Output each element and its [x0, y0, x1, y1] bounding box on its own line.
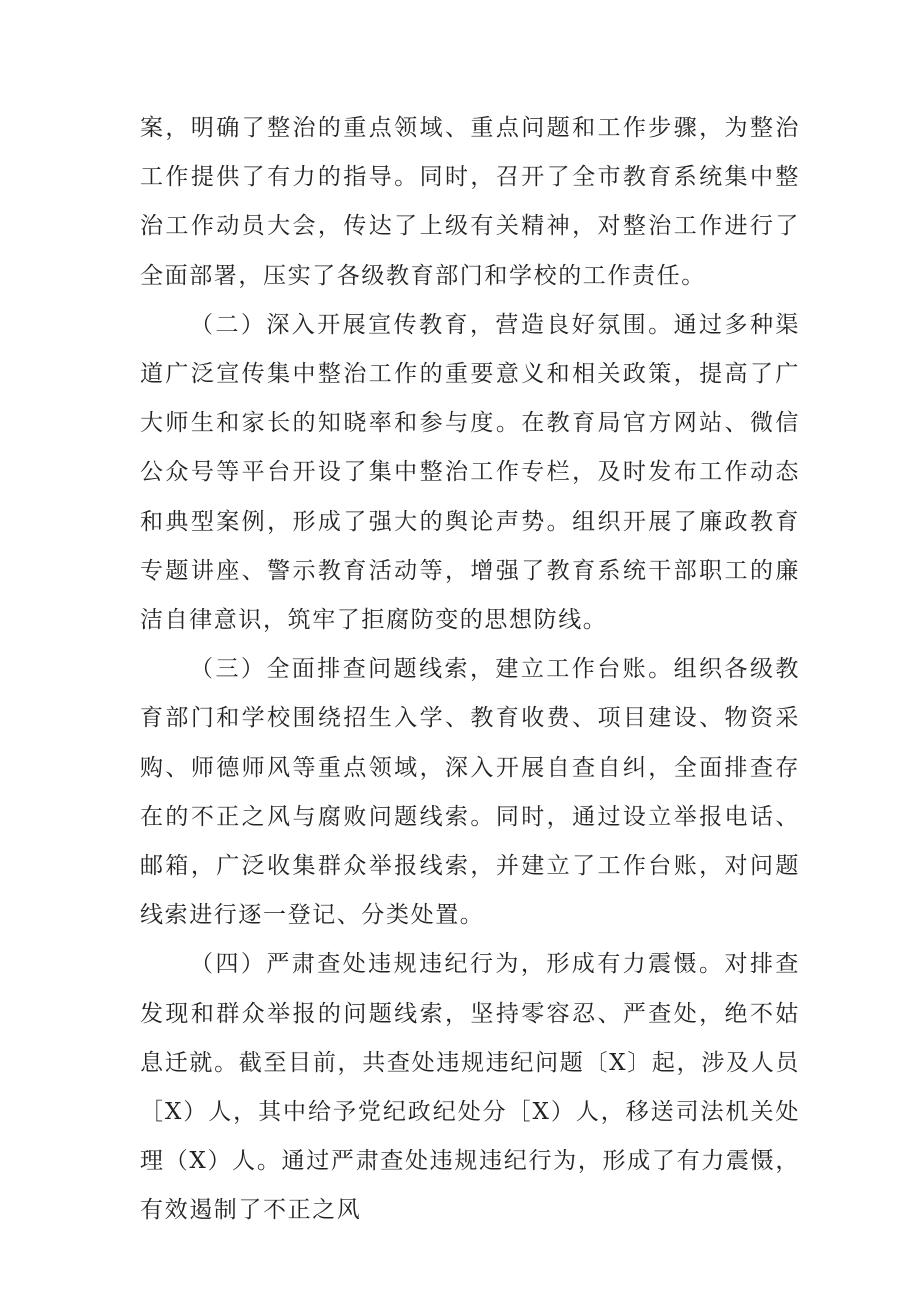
document-body	[140, 104, 800, 1236]
paragraph-continued: 案，明确了整治的重点领域、重点问题和工作步骤，为整治工作提供了有力的指导。同时，召开了全市教育系统集中整治工作动员大会，传达了上级有关精神，对整治工作进行了全面部署，压实了各级教育部门和学校的工作责任。	[140, 115, 800, 289]
paragraph-section-2: （二）深入开展宣传教育，营造良好氛围。通过多种渠道广泛宣传集中整治工作的重要意义和相关政策，提高了广大师生和家长的知晓率和参与度。在教育局官方网站、微信公众号等平台开设了集中整治工作专栏，及时发布工作动态和典型案例，形成了强大的舆论声势。组织开展了廉政教育专题讲座、警示教育活动等，增强了教育系统干部职工的廉洁自律意识，筑牢了拒腐防变的思想防线。	[140, 311, 800, 634]
paragraph-section-4: （四）严肃查处违规违纪行为，形成有力震慑。对排查发现和群众举报的问题线索，坚持零容忍、严查处，绝不姑息迁就。截至目前，共查处违规违纪问题〔X〕起，涉及人员［X）人，其中给予党纪政纪处分［X）人，移送司法机关处理（X）人。通过严肃查处违规违纪行为，形成了有力震慑，有效遏制了不正之风	[140, 951, 800, 1224]
paragraph-section-3: （三）全面排查问题线索，建立工作台账。组织各级教育部门和学校围绕招生入学、教育收费、项目建设、物资采购、师德师风等重点领域，深入开展自查自纠，全面排查存在的不正之风与腐败问题线索。同时，通过设立举报电话、邮箱，广泛收集群众举报线索，并建立了工作台账，对问题线索进行逐一登记、分类处置。	[140, 656, 800, 929]
